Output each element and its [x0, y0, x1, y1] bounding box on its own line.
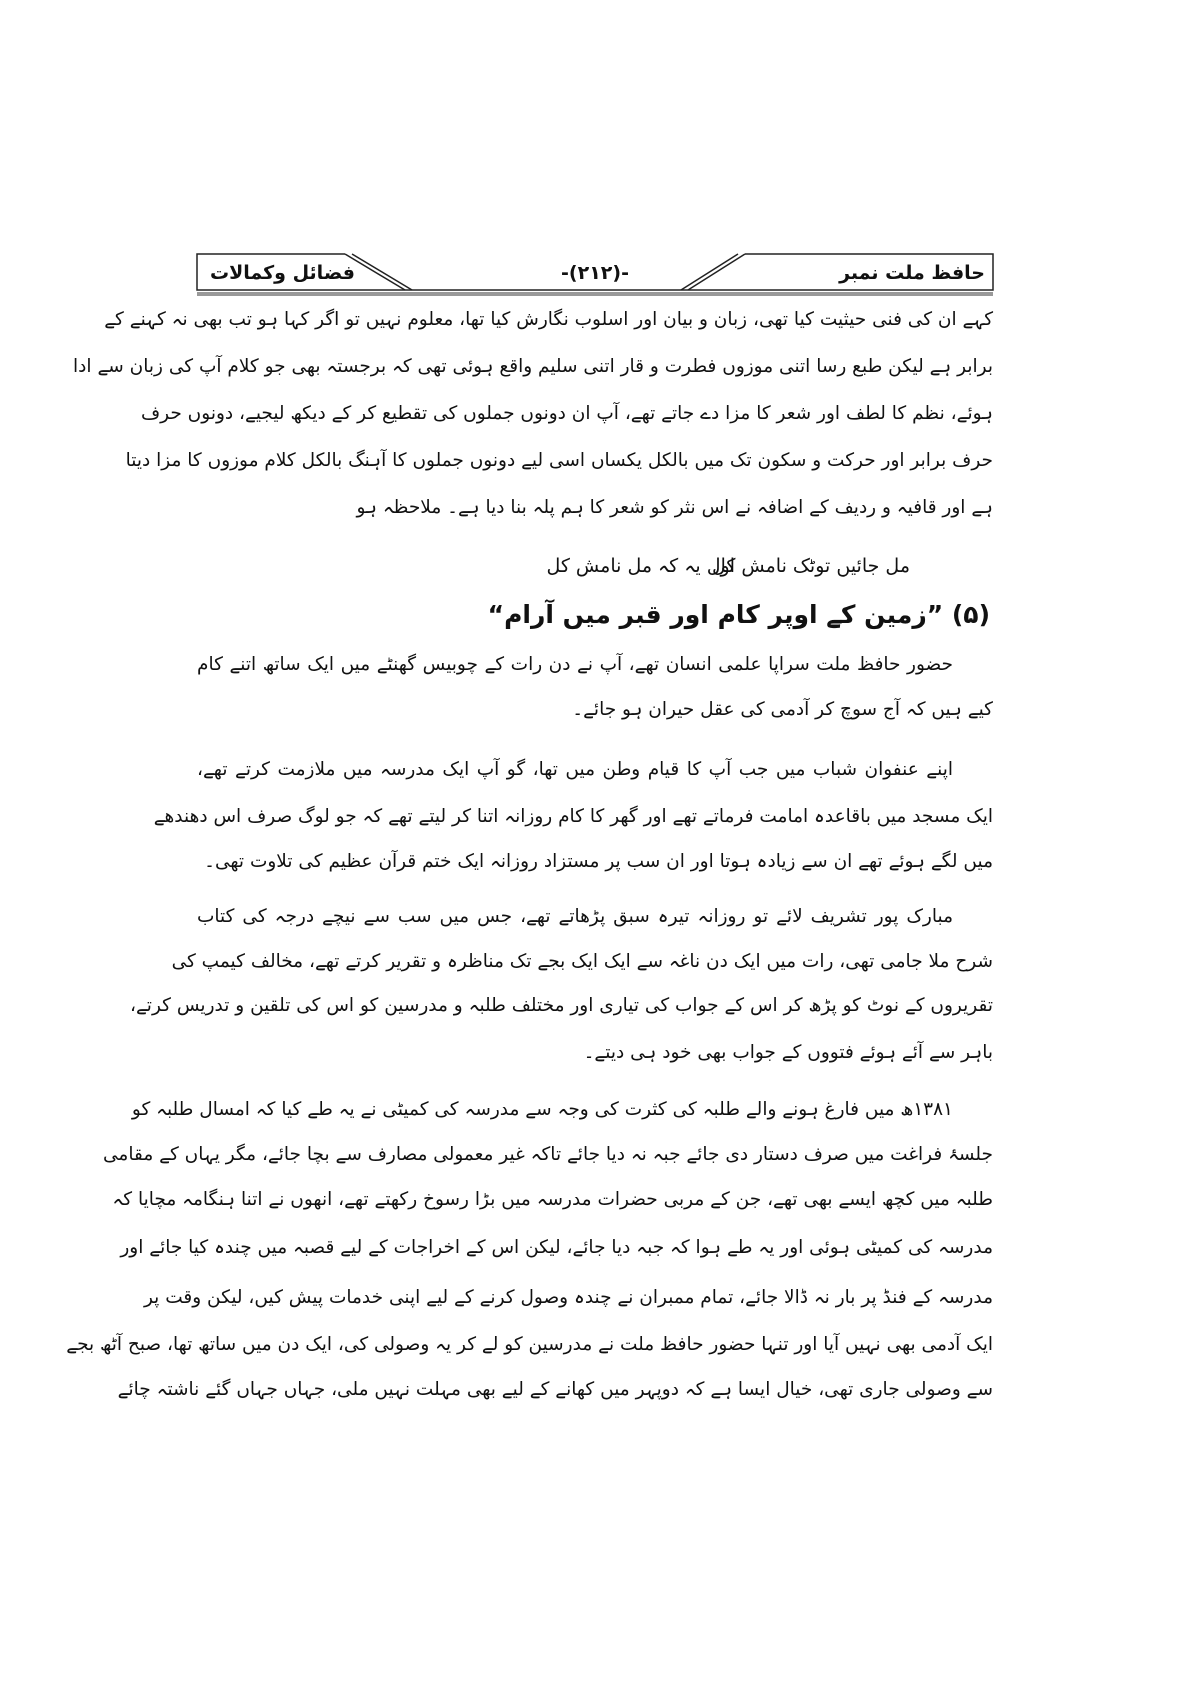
- text-line: شرح ملا جامی تھی، رات میں ایک دن ناغہ سے ایک ایک بجے تک مناظرہ و تقریر کرتے تھے، مخالف کیمپ کی: [171, 951, 993, 972]
- header-book-section: فضائل وکمالات: [210, 262, 355, 284]
- couplet-second-hemistich: مل جائیں توٹک نامش کل: [711, 555, 910, 577]
- page-number: -(۲۱۲)-: [561, 262, 629, 284]
- text-line: سے وصولی جاری تھی، خیال ایسا ہے کہ دوپہر میں کھانے کے لیے بھی مہلت نہیں ملی، جہاں جہاں گئے ناشتہ چائے: [117, 1379, 993, 1400]
- text-line: مدرسہ کے فنڈ پر بار نہ ڈالا جائے، تمام ممبران نے چندہ وصول کرنے کے لیے اپنی خدمات پیش کیں، لیکن وقت پر: [143, 1287, 993, 1308]
- text-line: برابر ہے لیکن طبع رسا اتنی موزوں فطرت و قار اتنی سلیم واقع ہوئی تھی کہ برجستہ بھی جو کلام آپ کی زبان سے ادا: [73, 356, 993, 377]
- text-line: مدرسہ کی کمیٹی ہوئی اور یہ طے ہوا کہ جبہ دیا جائے، لیکن اس کے اخراجات کے لیے قصبہ میں چندہ کیا جائے اور: [120, 1237, 993, 1258]
- text-line: تقریروں کے نوٹ کو پڑھ کر اس کے جواب کی تیاری اور مختلف طلبہ و مدرسین کو اس کی تلقین و تدریس کرتے،: [129, 995, 993, 1016]
- text-line: میں لگے ہوئے تھے ان سے زیادہ ہوتا اور ان سب پر مستزاد روزانہ ایک ختم قرآن عظیم کی تلاوت تھی۔: [204, 851, 993, 872]
- text-line: مبارک پور تشریف لائے تو روزانہ تیرہ سبق پڑھاتے تھے، جس میں سب سے نیچے درجہ کی کتاب: [197, 906, 953, 927]
- text-line: اپنے عنفوان شباب میں جب آپ کا قیام وطن میں تھا، گو آپ ایک مدرسہ میں ملازمت کرتے تھے،: [197, 759, 953, 780]
- text-line: جلسۂ فراغت میں صرف دستار دی جائے جبہ نہ دیا جائے تاکہ غیر معمولی مصارف سے بچا جائے، مگر یہاں کے مقامی: [103, 1144, 993, 1165]
- text-line: ایک آدمی بھی نہیں آیا اور تنہا حضور حافظ ملت نے مدرسین کو لے کر یہ وصولی کی، ایک دن میں ساتھ تھا، صبح آٹھ بجے: [66, 1334, 993, 1355]
- text-line: ایک مسجد میں باقاعدہ امامت فرماتے تھے اور گھر کا کام روزانہ اتنا کر لیتے تھے کہ جو لوگ صرف اس دھندھے: [153, 806, 993, 827]
- text-line: باہر سے آئے ہوئے فتووں کے جواب بھی خود ہی دیتے۔: [583, 1042, 993, 1063]
- text-line: ہوئے، نظم کا لطف اور شعر کا مزا دے جاتے تھے، آپ ان دونوں جملوں کی تقطیع کر کے دیکھ لیجیے، دونوں حرف: [140, 403, 993, 424]
- text-line: ۱۳۸۱ھ میں فارغ ہونے والے طلبہ کی کثرت کی وجہ سے مدرسہ کی کمیٹی نے یہ طے کیا کہ امسال طلبہ کو: [131, 1099, 953, 1120]
- couplet-first-hemistich: اول یہ کہ مل نامش کل: [546, 555, 735, 577]
- running-header-frame: [0, 0, 1190, 300]
- text-line: کہے ان کی فنی حیثیت کیا تھی، زبان و بیان اور اسلوب نگارش کیا تھا، معلوم نہیں تو اگر کہا ہو تب بھی نہ کہنے کے: [104, 309, 993, 330]
- header-journal-title: حافظ ملت نمبر: [839, 262, 985, 284]
- text-line: طلبہ میں کچھ ایسے بھی تھے، جن کے مربی حضرات مدرسہ میں بڑا رسوخ رکھتے تھے، انھوں نے اتنا ہنگامہ مچایا کہ: [112, 1189, 993, 1210]
- text-line: حضور حافظ ملت سراپا علمی انسان تھے، آپ نے دن رات کے چوبیس گھنٹے میں ایک ساتھ اتنے کام: [197, 654, 953, 675]
- section-heading: (۵) ”زمین کے اوپر کام اور قبر میں آرام“: [487, 600, 990, 629]
- text-line: ہے اور قافیہ و ردیف کے اضافہ نے اس نثر کو شعر کا ہم پلہ بنا دیا ہے۔ ملاحظہ ہو: [356, 497, 993, 518]
- text-line: کیے ہیں کہ آج سوچ کر آدمی کی عقل حیران ہو جائے۔: [572, 699, 993, 720]
- text-line: حرف برابر اور حرکت و سکون تک میں بالکل یکساں اسی لیے دونوں جملوں کا آہنگ بالکل کلام موزوں کا مزا دیتا: [125, 450, 993, 471]
